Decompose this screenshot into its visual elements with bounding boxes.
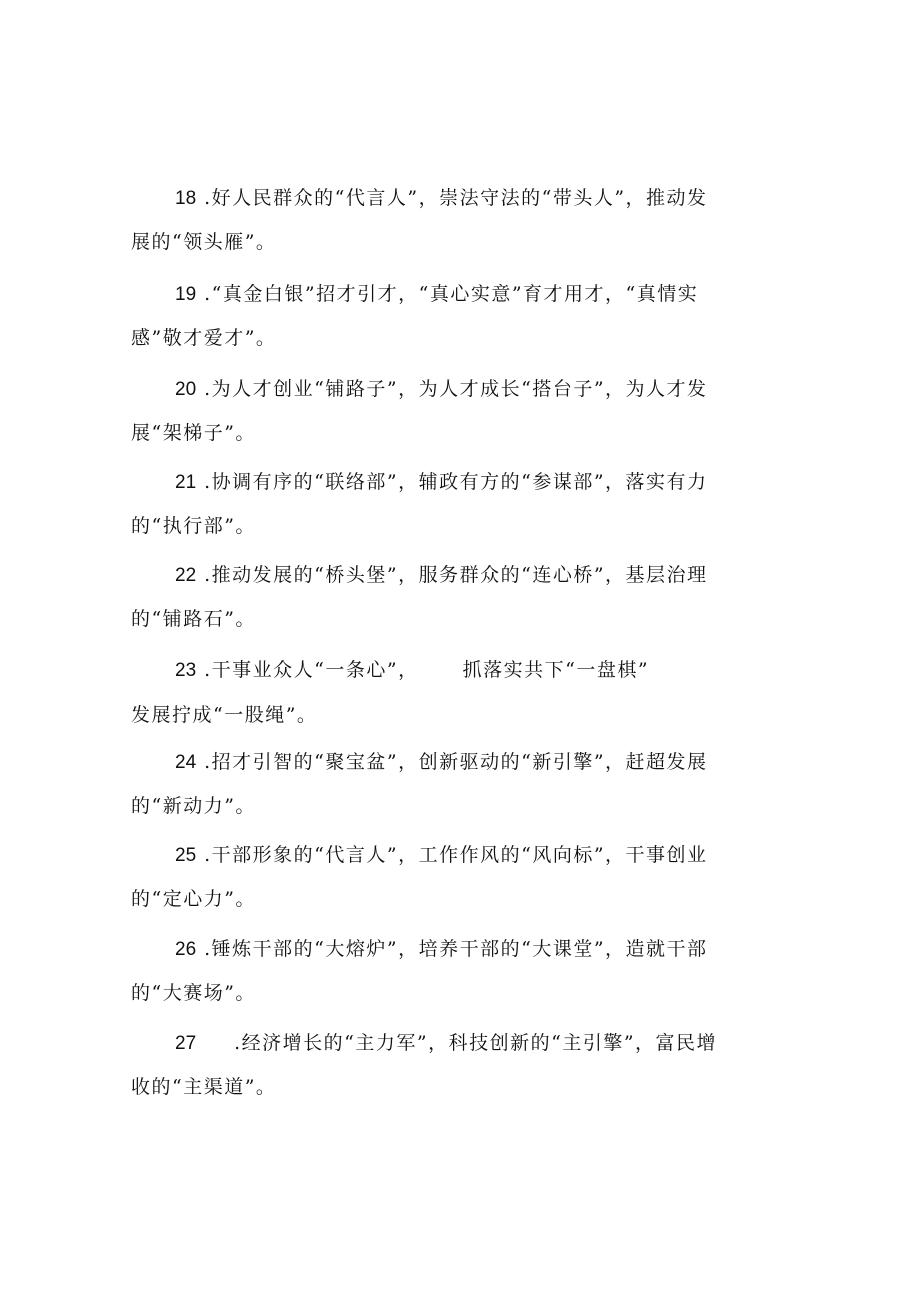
item-number: 20: [175, 379, 197, 400]
item-line-2: 展“架梯子”。: [131, 422, 256, 444]
item-text: .推动发展的“桥头堡”，服务群众的“连心桥”，基层治理: [204, 564, 708, 586]
item-number: 27: [175, 1033, 197, 1054]
item-line-2: 展的“领头雁”。: [131, 231, 277, 253]
item-text: .好人民群众的“代言人”，崇法守法的“带头人”，推动发: [204, 187, 708, 209]
item-text-part-1: .干事业众人“一条心”，: [204, 659, 419, 681]
item-line-2: 的“大赛场”。: [131, 982, 256, 1004]
item-text: .经济增长的“主力军”，科技创新的“主引擎”，富民增: [234, 1032, 718, 1054]
item-number: 23: [175, 660, 197, 681]
item-line-2: 发展拧成“一股绳”。: [131, 704, 318, 726]
item-line-1: [175, 563, 708, 588]
item-text: .干部形象的“代言人”，工作作风的“风向标”，干事创业: [204, 844, 708, 866]
item-line-1: [175, 470, 708, 495]
item-line-2: 的“铺路石”。: [131, 608, 256, 630]
item-line-1: [175, 282, 698, 307]
item-line-2: 的“新动力”。: [131, 795, 256, 817]
item-line-1: [175, 186, 708, 211]
item-number: 21: [175, 472, 197, 493]
item-text-part-2: 抓落实共下“一盘棋”: [462, 659, 650, 681]
item-text: .为人才创业“铺路子”，为人才成长“搭台子”，为人才发: [204, 378, 708, 400]
item-line-2: 收的“主渠道”。: [131, 1076, 277, 1098]
item-number: 22: [175, 565, 197, 586]
item-number: 19: [175, 284, 197, 305]
item-text: .“真金白银”招才引才，“真心实意”育才用才，“真情实: [204, 283, 699, 305]
item-line-2: 的“执行部”。: [131, 515, 256, 537]
item-number: 26: [175, 939, 197, 960]
item-number: 24: [175, 752, 197, 773]
item-text: .锤炼干部的“大熔炉”，培养干部的“大课堂”，造就干部: [204, 938, 708, 960]
item-line-1: [175, 843, 708, 868]
item-text: .招才引智的“聚宝盆”，创新驱动的“新引擎”，赶超发展: [204, 751, 708, 773]
item-line-2: 感”敬才爱才”。: [131, 327, 277, 349]
item-line-1: [175, 658, 649, 683]
item-line-1: [175, 1031, 717, 1056]
item-number: 18: [175, 188, 197, 209]
item-line-1: [175, 750, 708, 775]
item-text: .协调有序的“联络部”，辅政有方的“参谋部”，落实有力: [204, 471, 708, 493]
item-line-1: [175, 377, 708, 402]
item-line-2: 的“定心力”。: [131, 888, 256, 910]
item-number: 25: [175, 845, 197, 866]
item-line-1: [175, 937, 708, 962]
